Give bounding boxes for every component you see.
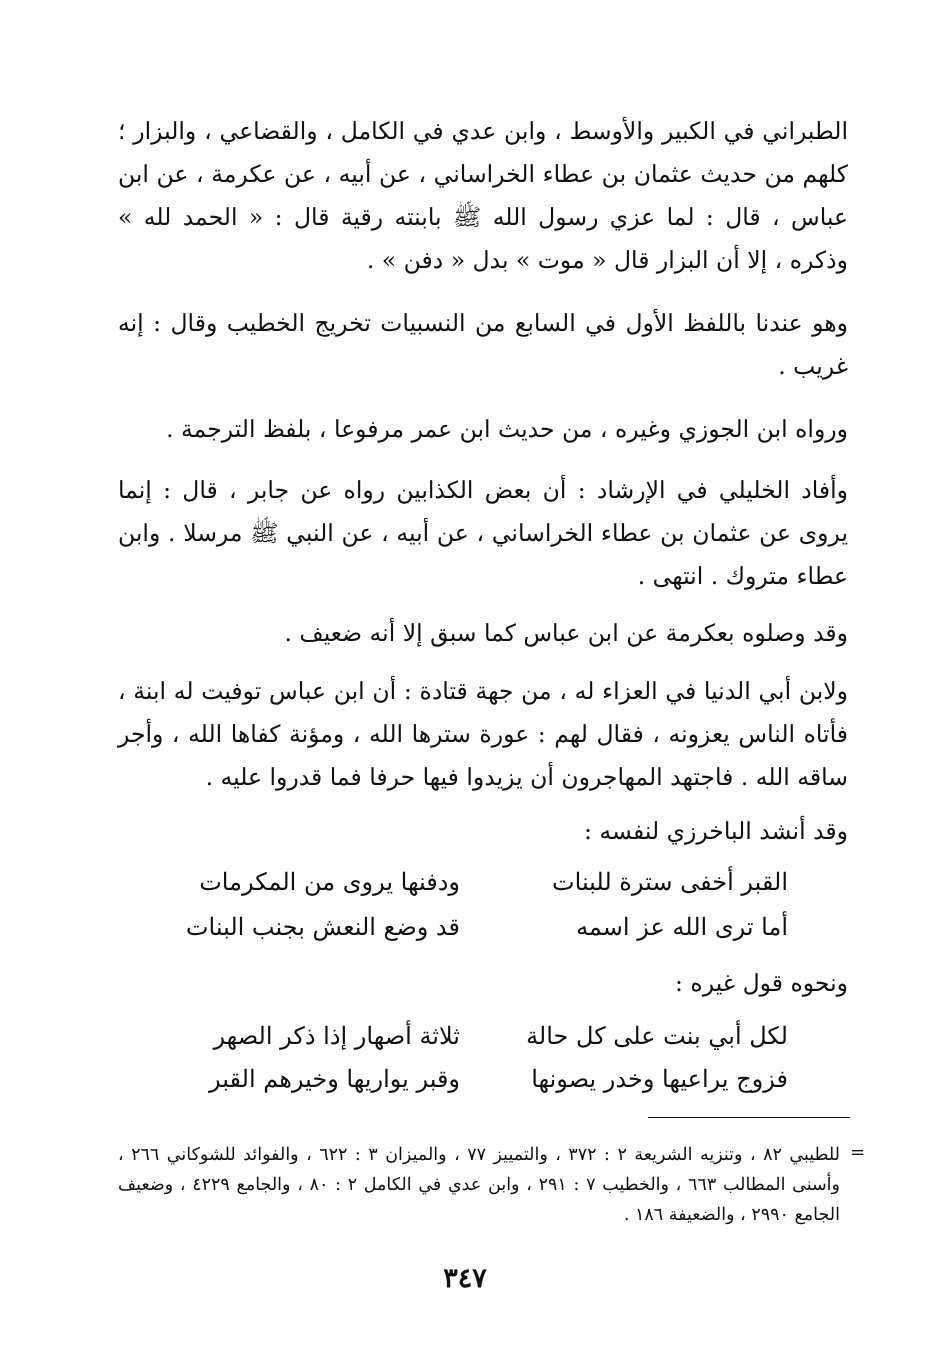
poem-hemistich: لكل أبي بنت على كل حالة — [526, 1022, 788, 1050]
page-number: ٣٤٧ — [443, 1263, 487, 1294]
paragraph-second-poem-intro: ونحوه قول غيره : — [675, 969, 848, 997]
paragraph-khatib: وهو عندنا باللفظ الأول في السابع من النسبيات تخريج الخطيب وقال : إنه غريب . — [118, 309, 848, 380]
footnote-separator — [648, 1117, 850, 1118]
poem-hemistich: القبر أخفى سترة للبنات — [552, 868, 788, 896]
paragraph-ikrima: وقد وصلوه بعكرمة عن ابن عباس كما سبق إلا أنه ضعيف . — [284, 619, 848, 647]
paragraph-ibn-abi-dunya: ولابن أبي الدنيا في العزاء له ، من جهة قتادة : أن ابن عباس توفيت له ابنة ، فأتاه الناس يعزونه ، فقال لهم : عورة سترها الله ، ومؤنة كفاها الله ، وأجر ساقه الله . فاجتهد المهاجرون أن يزيدوا فيها حرفا فما قدروا عليه . — [118, 677, 848, 791]
poem-hemistich: فزوج يراعيها وخدر يصونها — [531, 1065, 788, 1093]
footnote: للطيبي ٨٢ ، وتنزيه الشريعة ٢ : ٣٧٢ ، والتمييز ٧٧ ، والميزان ٣ : ٦٢٢ ، والفوائد للشوكاني ٢٦٦ ، وأسنى المطالب ٦٦٣ ، والخطيب ٧ : ٢٩١ ، وابن عدي في الكامل ٢ : ٨٠ ، والجامع ٤٢٢٩ ، وضعيف الجامع ٢٩٩٠ ، والضعيفة ١٨٦ . — [118, 1145, 841, 1225]
paragraph-tabarani: الطبراني في الكبير والأوسط ، وابن عدي في الكامل ، والقضاعي ، والبزار ؛ كلهم من حديث عثمان بن عطاء الخراساني ، عن أبيه ، عن عكرمة ، عن ابن عباس ، قال : لما عزي رسول الله ﷺ بابنته رقية قال : « الحمد لله » وذكره ، إلا أن البزار قال « موت » بدل « دفن » . — [118, 117, 848, 274]
poem-hemistich: ثلاثة أصهار إذا ذكر الصهر — [213, 1022, 460, 1050]
poem-hemistich: ودفنها يروى من المكرمات — [199, 868, 460, 896]
poem-hemistich: وقبر يواريها وخيرهم القبر — [209, 1065, 460, 1093]
poem-hemistich: أما ترى الله عز اسمه — [576, 913, 788, 941]
poem-hemistich: قد وضع النعش بجنب البنات — [185, 913, 460, 941]
footnote-continuation-mark: = — [850, 1142, 866, 1163]
paragraph-bakharzi-intro: وقد أنشد الباخرزي لنفسه : — [584, 817, 848, 845]
paragraph-khalili: وأفاد الخليلي في الإرشاد : أن بعض الكذابين رواه عن جابر ، قال : إنما يروى عن عثمان بن عطاء الخراساني ، عن أبيه ، عن النبي ﷺ مرسلا . وابن عطاء متروك . انتهى . — [118, 476, 848, 590]
paragraph-ibn-jawzi: ورواه ابن الجوزي وغيره ، من حديث ابن عمر مرفوعا ، بلفظ الترجمة . — [166, 415, 848, 443]
